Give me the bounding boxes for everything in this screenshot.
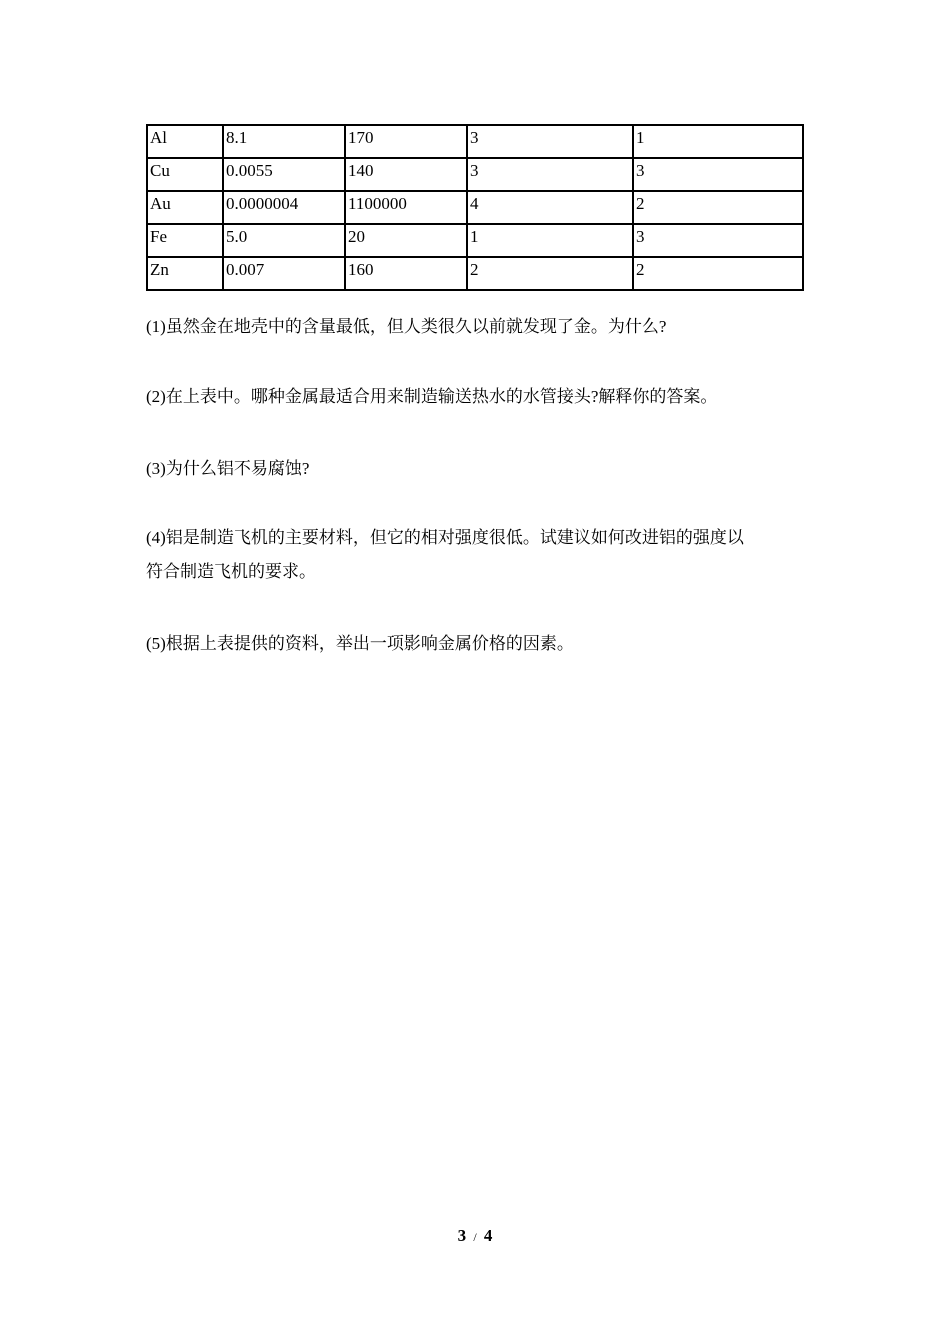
question-3: (3)为什么铝不易腐蚀?: [146, 459, 310, 478]
metal-properties-table: [146, 124, 804, 291]
table-cell: 160: [345, 257, 467, 290]
table-cell: 2: [467, 257, 633, 290]
table-row: [147, 191, 803, 224]
question-4-line-2: 符合制造飞机的要求。: [146, 562, 316, 581]
table-cell: Au: [147, 191, 223, 224]
table-cell: 1100000: [345, 191, 467, 224]
table-cell: Zn: [147, 257, 223, 290]
total-pages: 4: [483, 1226, 493, 1245]
table-cell: 170: [345, 125, 467, 158]
table-row: [147, 158, 803, 191]
table-cell: 1: [633, 125, 803, 158]
question-2: (2)在上表中。哪种金属最适合用来制造输送热水的水管接头?解释你的答案。: [146, 387, 718, 406]
table-cell: 3: [633, 158, 803, 191]
table-cell: 0.007: [223, 257, 345, 290]
question-4-line-1: (4)铝是制造飞机的主要材料，但它的相对强度很低。试建议如何改进铝的强度以: [146, 528, 744, 547]
table-cell: Cu: [147, 158, 223, 191]
table-cell: 0.0000004: [223, 191, 345, 224]
table-cell: 8.1: [223, 125, 345, 158]
table-cell: 3: [467, 125, 633, 158]
table-cell: 20: [345, 224, 467, 257]
table-cell: 140: [345, 158, 467, 191]
table-cell: 3: [633, 224, 803, 257]
table-cell: 2: [633, 191, 803, 224]
table-cell: 4: [467, 191, 633, 224]
question-1: (1)虽然金在地壳中的含量最低，但人类很久以前就发现了金。为什么?: [146, 317, 667, 336]
table-cell: Al: [147, 125, 223, 158]
page-number: [0, 1226, 950, 1246]
table-cell: 3: [467, 158, 633, 191]
table-row: [147, 224, 803, 257]
table-row: [147, 257, 803, 290]
question-4: [146, 521, 826, 589]
question-5: (5)根据上表提供的资料，举出一项影响金属价格的因素。: [146, 634, 574, 653]
table-cell: Fe: [147, 224, 223, 257]
current-page: 3: [457, 1226, 467, 1245]
table-cell: 0.0055: [223, 158, 345, 191]
table-cell: 5.0: [223, 224, 345, 257]
page-separator: /: [473, 1230, 477, 1244]
table-cell: 2: [633, 257, 803, 290]
table-row: [147, 125, 803, 158]
table-cell: 1: [467, 224, 633, 257]
